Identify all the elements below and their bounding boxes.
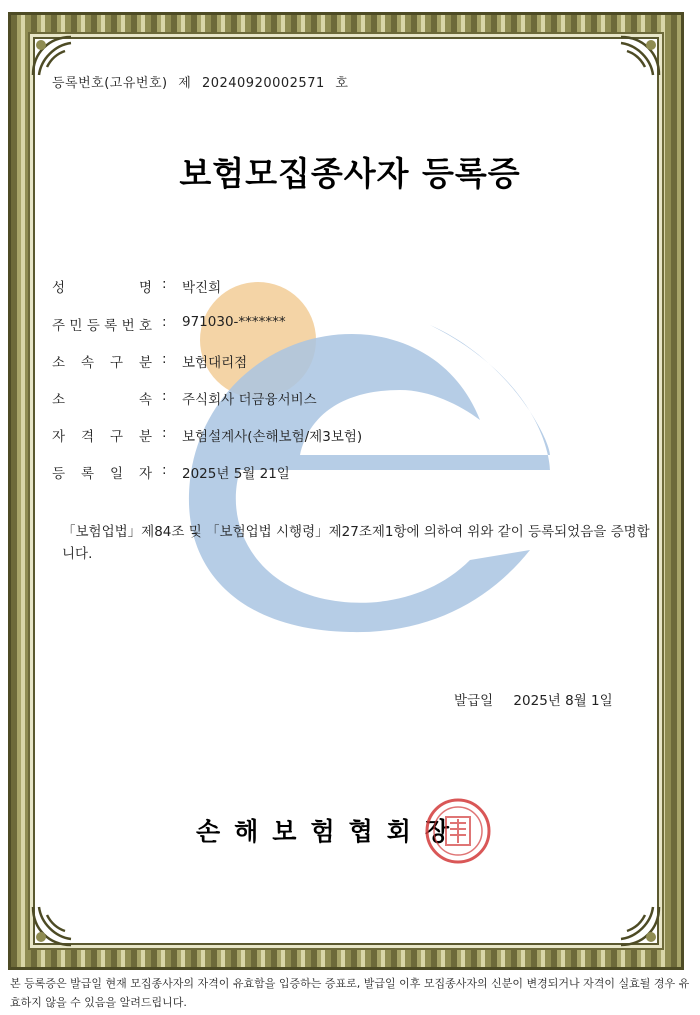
issue-date-label: 발급일 [454,693,494,709]
corner-ornament-icon [617,33,663,79]
field-label: 주 민 등 록 번 호 [52,318,152,334]
field-value: 보험설계사(손해보험/제3보험) [182,429,363,445]
field-value: 주식회사 더금융서비스 [182,392,317,408]
corner-ornament-icon [617,903,663,949]
field-label: 성 명 [52,280,152,296]
issue-date [454,689,613,709]
registration-number-value: 20240920002571 [201,76,325,91]
field-colon: : [162,276,167,292]
registration-prefix: 제 [178,76,192,91]
issue-date-value: 2025년 8월 1일 [513,693,613,709]
field-label: 자 격 구 분 [52,429,152,445]
registration-number [52,72,354,91]
footnote: 본 등록증은 발급일 현재 모집종사자의 자격이 유효함을 입증하는 증표로, 발급일 이후 모집종사자의 신분이 변경되거나 자격이 실효될 경우 유효하지 않을 수 있음을 알려드립니다. [10,977,690,1009]
issuer-name: 손해보험협회장 [196,817,464,846]
field-colon: : [162,425,167,441]
field-colon: : [162,351,167,367]
field-value: 보험대리점 [182,355,248,371]
field-colon: : [162,462,167,478]
official-seal-icon [424,797,492,865]
field-value: 박진희 [182,280,222,296]
field-label: 소 속 구 분 [52,355,152,371]
field-value: 971030-******* [182,314,286,330]
registration-suffix: 호 [335,76,349,91]
field-colon: : [162,314,167,330]
corner-ornament-icon [29,903,75,949]
field-value: 2025년 5월 21일 [182,466,290,482]
field-label: 등 록 일 자 [52,466,152,482]
certification-statement: 「보험업법」제84조 및 「보험업법 시행령」제27조제1항에 의하여 위와 같이 등록되었음을 증명합니다. [62,524,650,562]
field-label: 소 속 [52,392,152,408]
field-colon: : [162,388,167,404]
registration-label: 등록번호(고유번호) [52,76,168,91]
certificate-title: 보험모집종사자 등록증 [179,154,521,193]
